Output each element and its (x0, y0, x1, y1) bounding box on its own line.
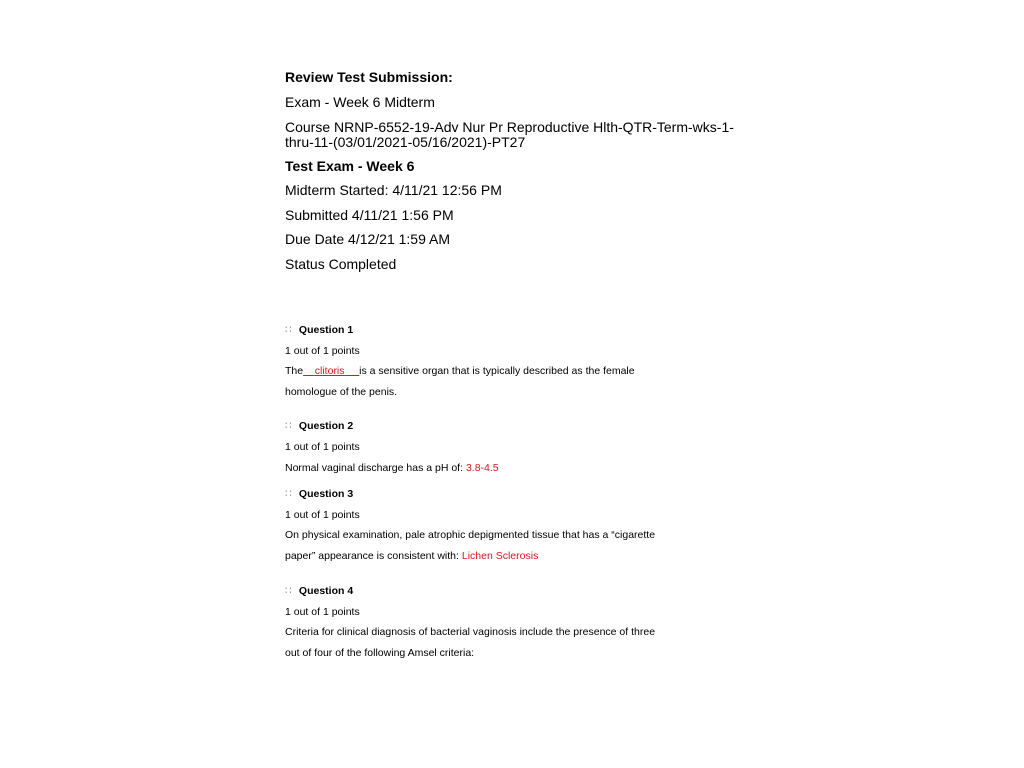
question-points: 1 out of 1 points (285, 509, 360, 521)
checkbox-icon: ∷ (285, 420, 292, 432)
question-text-before: On physical examination, pale atrophic depigmented tissue that has a “cigarette paper” appearance is consistent with: (285, 529, 656, 562)
question-title-label: Question 2 (298, 420, 354, 432)
exam-name: Exam - Week 6 Midterm (285, 94, 435, 110)
question-text (285, 361, 665, 403)
question-text-after: is a sensitive organ that is typically described as the female homologue of the penis. (285, 365, 635, 398)
submitted-time: Submitted 4/11/21 1:56 PM (285, 207, 454, 223)
checkbox-icon: ∷ (285, 324, 292, 336)
question-text-before: The (285, 365, 304, 377)
question-title (285, 420, 353, 432)
question-title-label: Question 4 (298, 585, 354, 597)
question-points: 1 out of 1 points (285, 606, 360, 618)
question-title-label: Question 1 (298, 324, 354, 336)
due-date: Due Date 4/12/21 1:59 AM (285, 231, 450, 247)
answer-text: 3.8-4.5 (465, 462, 499, 474)
question-title (285, 324, 353, 336)
question-text: Criteria for clinical diagnosis of bacterial vaginosis include the presence of three out of four of the following Amsel criteria: (285, 626, 656, 659)
question-text (285, 462, 499, 474)
blank-underline (303, 365, 315, 377)
blank-underline (345, 365, 360, 377)
checkbox-icon: ∷ (285, 488, 292, 500)
test-name: Test Exam - Week 6 (285, 158, 415, 174)
answer-text: clitoris (314, 365, 345, 377)
status: Status Completed (285, 256, 397, 272)
checkbox-icon: ∷ (285, 585, 292, 597)
question-title (285, 585, 353, 597)
question-title (285, 488, 353, 500)
question-points: 1 out of 1 points (285, 345, 360, 357)
started-time: Midterm Started: 4/11/21 12:56 PM (285, 182, 502, 198)
course-name: Course NRNP-6552-19-Adv Nur Pr Reproductive Hlth-QTR-Term-wks-1-thru-11-(03/01/2021-05/16/2021)-PT27 (285, 119, 734, 150)
page-title: Review Test Submission: (285, 69, 453, 85)
answer-text: Lichen Sclerosis (461, 550, 539, 562)
question-text (285, 525, 665, 567)
question-text-before: Normal vaginal discharge has a pH of: (285, 462, 464, 474)
question-points: 1 out of 1 points (285, 441, 360, 453)
question-title-label: Question 3 (298, 488, 354, 500)
